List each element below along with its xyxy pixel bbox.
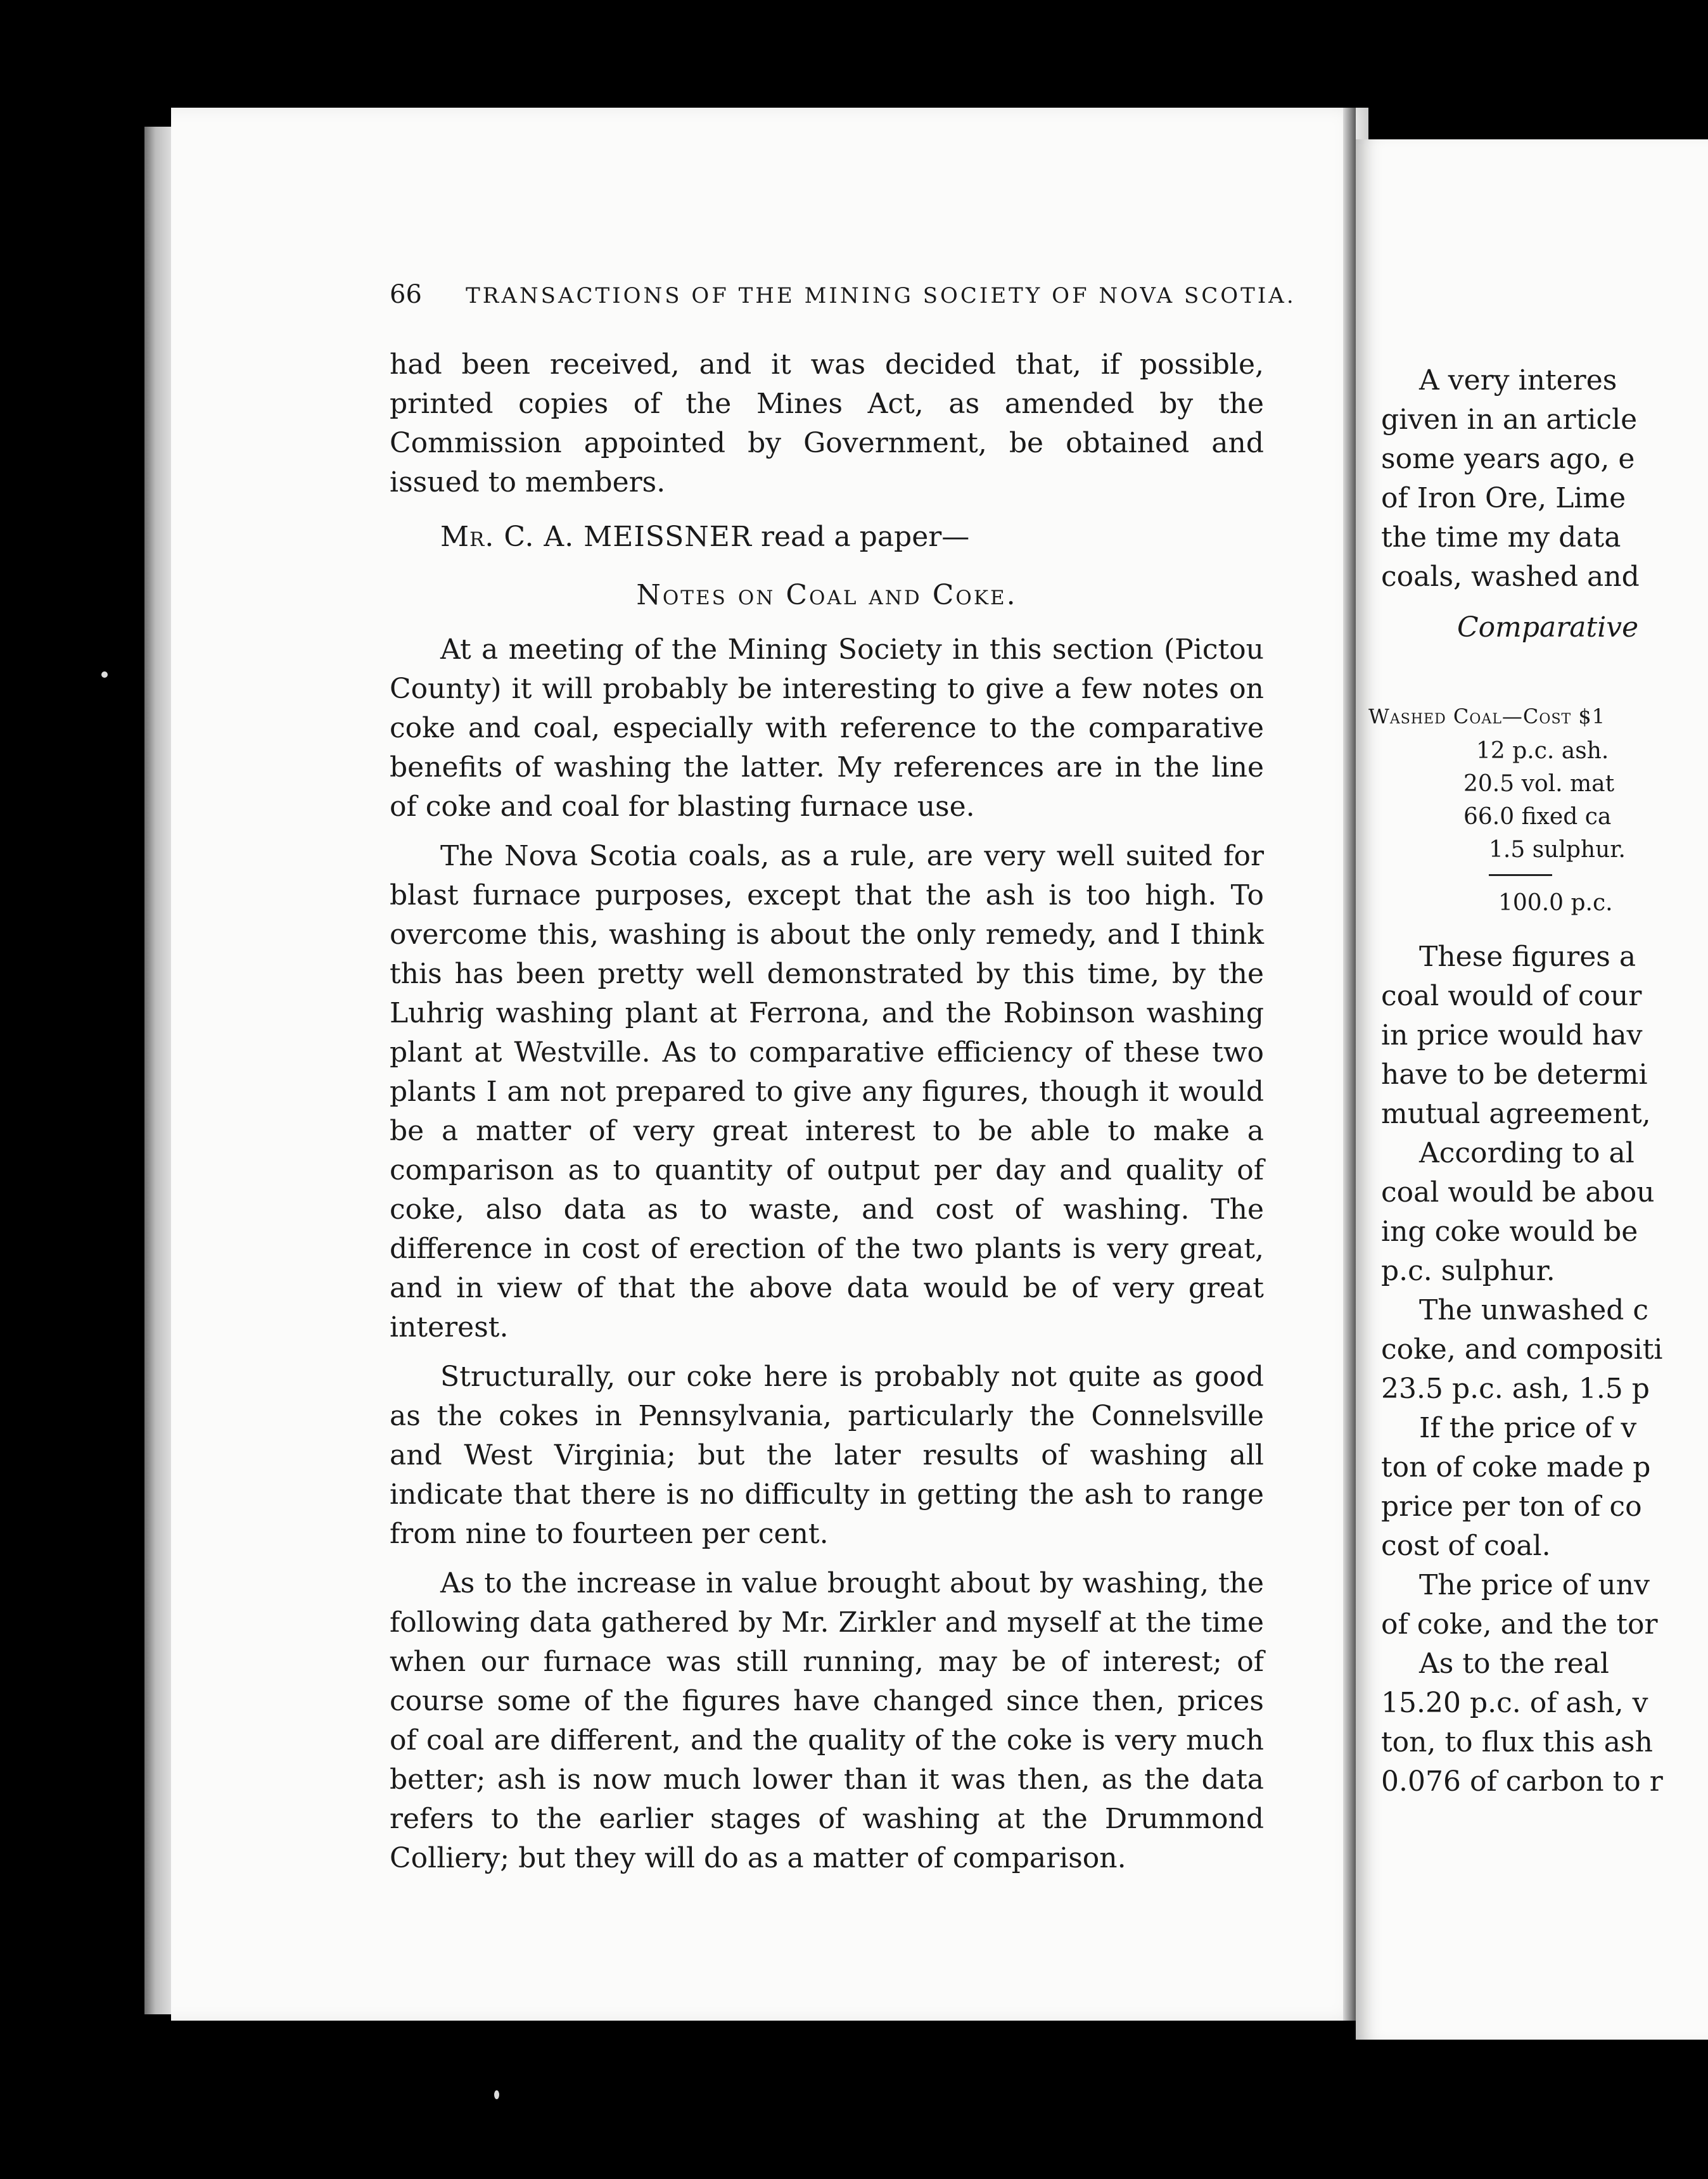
text-line: cost of coal.: [1381, 1530, 1551, 1562]
text-line: The unwashed c: [1419, 1294, 1649, 1326]
table-head: Washed Coal—Cost $1: [1368, 704, 1606, 728]
sum-rule: [1489, 874, 1552, 876]
speaker-rest: read a paper—: [752, 521, 970, 553]
table-row: 12 p.c. ash.: [1476, 738, 1609, 764]
speaker-line: [390, 518, 1264, 557]
body-paragraph: Structurally, our coke here is probably not quite as good as the cokes in Pennsylvania, particularly the Connelsville and West Virginia; but the later results of washing all indicate that there is no difficulty in getting the ash to range from nine to fourteen per cent.: [390, 1361, 1264, 1550]
speaker-name: Mr. C. A. MEISSNER: [440, 521, 752, 553]
text-line: have to be determi: [1381, 1058, 1648, 1091]
text-line: of Iron Ore, Lime: [1381, 482, 1626, 514]
text-line: coal would be abou: [1381, 1176, 1655, 1209]
article-heading: Notes on Coal and Coke.: [636, 579, 1017, 611]
composition-rows: [1451, 735, 1626, 867]
text-line: 0.076 of carbon to r: [1381, 1765, 1663, 1798]
intro-paragraph: had been received, and it was decided that, if possible, printed copies of the Mines Act, as amended by the Commission appointed by Government, be obtained and issued to members.: [390, 348, 1264, 499]
table-caption: Comparative: [1457, 611, 1639, 644]
text-line: price per ton of co: [1381, 1490, 1642, 1523]
text-line: 15.20 p.c. of ash, v: [1381, 1687, 1648, 1719]
book-gutter: [1343, 108, 1356, 2021]
body-paragraph: The Nova Scotia coals, as a rule, are very well suited for blast furnace purposes, except that the ash is too high. To overcome this, washing is about the only remedy, and I think this has been pretty well demonstrated by this time, by the Luhrig washing plant at Ferrona, and the Robinson washing plant at Westville. As to comparative efficiency of these two plants I am not prepared to give any figures, though it would be a matter of very great interest to be able to make a comparison as to quantity of output per day and quality of coke, also data as to waste, and cost of washing. The difference in cost of erection of the two plants is very great, and in view of that the above data would be of very great interest.: [390, 840, 1264, 1344]
table-row: 66.0 fixed ca: [1463, 804, 1612, 830]
text-line: of coke, and the tor: [1381, 1608, 1658, 1641]
table-row: 1.5 sulphur.: [1489, 837, 1626, 863]
text-line: some years ago, e: [1381, 443, 1635, 475]
text-line: ton of coke made p: [1381, 1451, 1651, 1483]
dust-speck: [101, 671, 108, 678]
text-line: These figures a: [1419, 941, 1636, 973]
text-line: ing coke would be: [1381, 1216, 1638, 1248]
text-line: in price would hav: [1381, 1019, 1643, 1051]
text-line: If the price of v: [1419, 1412, 1637, 1444]
running-title: TRANSACTIONS OF THE MINING SOCIETY OF NOVA SCOTIA.: [466, 283, 1296, 308]
text-line: According to al: [1419, 1137, 1635, 1169]
text-line: mutual agreement,: [1381, 1098, 1651, 1130]
right-paragraph-1: [1381, 361, 1640, 597]
text-line: the time my data: [1381, 521, 1621, 554]
dust-speck: [494, 2090, 499, 2099]
text-line: ton, to flux this ash: [1381, 1726, 1653, 1758]
body-paragraph: At a meeting of the Mining Society in this section (Pictou County) it will probably be interesting to give a few notes on coke and coal, especially with reference to the comparative benefits of washing the latter. My references are in the line of coke and coal for blasting furnace use.: [390, 633, 1264, 823]
text-line: 23.5 p.c. ash, 1.5 p: [1381, 1373, 1650, 1405]
right-paragraph-2: [1381, 937, 1663, 1801]
page-number: 66: [390, 280, 422, 309]
text-line: coke, and compositi: [1381, 1333, 1663, 1366]
text-line: p.c. sulphur.: [1381, 1255, 1555, 1287]
text-line: The price of unv: [1419, 1569, 1650, 1601]
left-page-body: [390, 345, 1264, 1878]
text-line: A very interes: [1419, 364, 1617, 397]
text-line: As to the real: [1419, 1648, 1609, 1680]
text-line: coal would of cour: [1381, 980, 1642, 1012]
body-paragraph: As to the increase in value brought about by washing, the following data gathered by Mr. Zirkler and myself at the time when our furnace was still running, may be of interest; of course some of the figures have changed since then, prices of coal are different, and the quality of the coke is very much better; ash is now much lower than it was then, as the data refers to the earlier stages of washing at the Drummond Colliery; but they will do as a matter of comparison.: [390, 1567, 1264, 1874]
table-row: 20.5 vol. mat: [1463, 771, 1615, 797]
running-head: [390, 280, 1296, 318]
text-line: given in an article: [1381, 403, 1638, 436]
table-total: 100.0 p.c.: [1498, 890, 1613, 916]
right-page: [1356, 139, 1708, 2040]
text-line: coals, washed and: [1381, 561, 1640, 593]
